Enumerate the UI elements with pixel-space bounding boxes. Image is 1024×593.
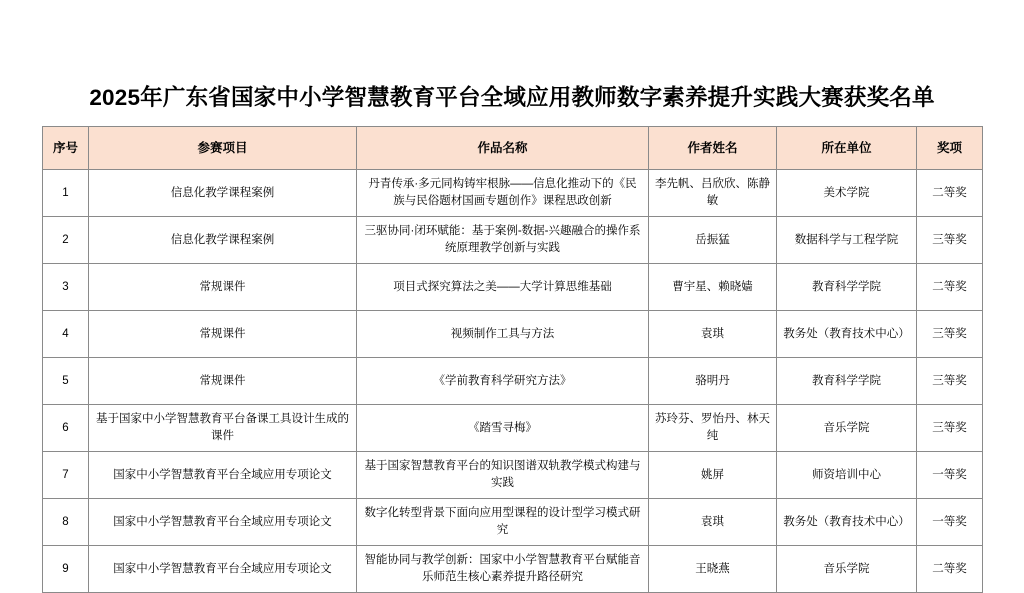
cell-work: 项目式探究算法之美——大学计算思维基础 bbox=[357, 264, 649, 311]
cell-author: 骆明丹 bbox=[649, 358, 777, 405]
cell-author: 袁琪 bbox=[649, 499, 777, 546]
cell-project: 国家中小学智慧教育平台全域应用专项论文 bbox=[89, 546, 357, 593]
cell-project: 国家中小学智慧教育平台全域应用专项论文 bbox=[89, 452, 357, 499]
cell-no: 7 bbox=[43, 452, 89, 499]
cell-unit: 教务处（教育技术中心） bbox=[777, 499, 917, 546]
table-row bbox=[43, 311, 983, 358]
cell-work: 智能协同与教学创新：国家中小学智慧教育平台赋能音乐师范生核心素养提升路径研究 bbox=[357, 546, 649, 593]
column-header-no: 序号 bbox=[43, 127, 89, 170]
cell-author: 岳振猛 bbox=[649, 217, 777, 264]
cell-award: 二等奖 bbox=[917, 264, 983, 311]
award-table bbox=[42, 126, 983, 593]
cell-author: 苏玲芬、罗怡丹、林天纯 bbox=[649, 405, 777, 452]
cell-work: 《踏雪寻梅》 bbox=[357, 405, 649, 452]
cell-no: 4 bbox=[43, 311, 89, 358]
cell-author: 曹宇星、赖晓嫱 bbox=[649, 264, 777, 311]
cell-project: 国家中小学智慧教育平台全域应用专项论文 bbox=[89, 499, 357, 546]
table-row bbox=[43, 452, 983, 499]
cell-no: 1 bbox=[43, 170, 89, 217]
cell-award: 三等奖 bbox=[917, 405, 983, 452]
table-body bbox=[43, 170, 983, 593]
cell-unit: 音乐学院 bbox=[777, 405, 917, 452]
table-row bbox=[43, 170, 983, 217]
cell-unit: 教务处（教育技术中心） bbox=[777, 311, 917, 358]
cell-project: 常规课件 bbox=[89, 358, 357, 405]
cell-award: 三等奖 bbox=[917, 358, 983, 405]
cell-no: 9 bbox=[43, 546, 89, 593]
cell-unit: 美术学院 bbox=[777, 170, 917, 217]
cell-project: 信息化教学课程案例 bbox=[89, 217, 357, 264]
table-row bbox=[43, 499, 983, 546]
cell-unit: 教育科学学院 bbox=[777, 264, 917, 311]
table-row bbox=[43, 546, 983, 593]
cell-no: 3 bbox=[43, 264, 89, 311]
cell-work: 丹青传承·多元同构铸牢根脉——信息化推动下的《民族与民俗题材国画专题创作》课程思政创新 bbox=[357, 170, 649, 217]
cell-project: 基于国家中小学智慧教育平台备课工具设计生成的课件 bbox=[89, 405, 357, 452]
column-header-work: 作品名称 bbox=[357, 127, 649, 170]
cell-award: 三等奖 bbox=[917, 217, 983, 264]
cell-award: 二等奖 bbox=[917, 546, 983, 593]
column-header-unit: 所在单位 bbox=[777, 127, 917, 170]
cell-award: 一等奖 bbox=[917, 499, 983, 546]
cell-project: 常规课件 bbox=[89, 311, 357, 358]
cell-author: 袁琪 bbox=[649, 311, 777, 358]
cell-work: 数字化转型背景下面向应用型课程的设计型学习模式研究 bbox=[357, 499, 649, 546]
cell-project: 常规课件 bbox=[89, 264, 357, 311]
table-row bbox=[43, 264, 983, 311]
cell-no: 6 bbox=[43, 405, 89, 452]
table-row bbox=[43, 358, 983, 405]
award-table-container bbox=[42, 126, 982, 593]
table-header-row bbox=[43, 127, 983, 170]
cell-award: 一等奖 bbox=[917, 452, 983, 499]
cell-author: 王晓燕 bbox=[649, 546, 777, 593]
cell-unit: 音乐学院 bbox=[777, 546, 917, 593]
cell-award: 三等奖 bbox=[917, 311, 983, 358]
cell-unit: 师资培训中心 bbox=[777, 452, 917, 499]
cell-project: 信息化教学课程案例 bbox=[89, 170, 357, 217]
column-header-award: 奖项 bbox=[917, 127, 983, 170]
cell-no: 5 bbox=[43, 358, 89, 405]
cell-author: 姚屏 bbox=[649, 452, 777, 499]
cell-author: 李先帆、吕欣欣、陈静敏 bbox=[649, 170, 777, 217]
cell-award: 二等奖 bbox=[917, 170, 983, 217]
cell-work: 基于国家智慧教育平台的知识图谱双轨教学模式构建与实践 bbox=[357, 452, 649, 499]
table-row bbox=[43, 217, 983, 264]
table-row bbox=[43, 405, 983, 452]
table-header bbox=[43, 127, 983, 170]
column-header-project: 参赛项目 bbox=[89, 127, 357, 170]
cell-no: 8 bbox=[43, 499, 89, 546]
cell-unit: 数据科学与工程学院 bbox=[777, 217, 917, 264]
cell-work: 三驱协同·闭环赋能：基于案例-数据-兴趣融合的操作系统原理教学创新与实践 bbox=[357, 217, 649, 264]
cell-work: 《学前教育科学研究方法》 bbox=[357, 358, 649, 405]
cell-unit: 教育科学学院 bbox=[777, 358, 917, 405]
cell-work: 视频制作工具与方法 bbox=[357, 311, 649, 358]
cell-no: 2 bbox=[43, 217, 89, 264]
column-header-author: 作者姓名 bbox=[649, 127, 777, 170]
page-title: 2025年广东省国家中小学智慧教育平台全域应用教师数字素养提升实践大赛获奖名单 bbox=[89, 85, 935, 110]
